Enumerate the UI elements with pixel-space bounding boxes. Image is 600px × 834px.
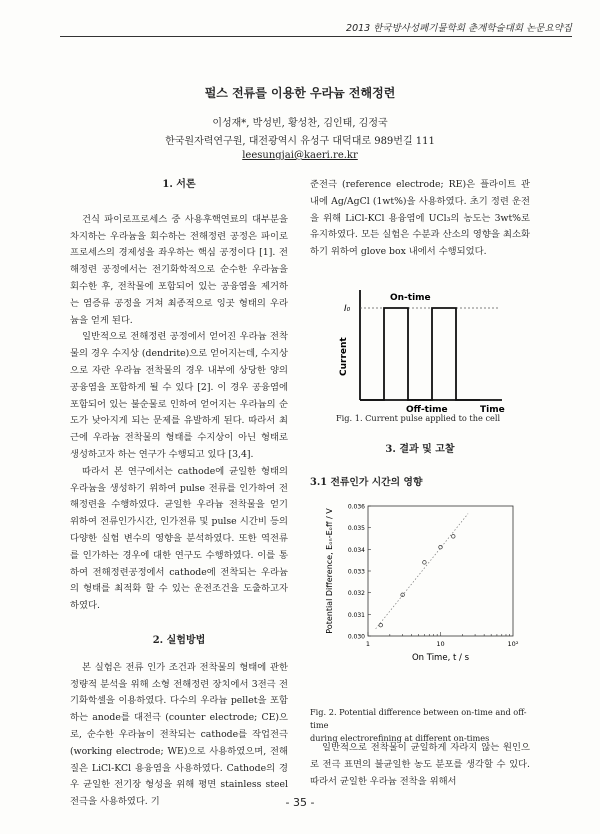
- fig1-i0-label: I₀: [344, 304, 351, 314]
- y-tick-label: 0.036: [347, 503, 365, 511]
- authors: 이성재*, 박성빈, 황성찬, 김인태, 김정국: [212, 118, 388, 129]
- fig1-off-time-label: Off-time: [406, 405, 448, 415]
- conference-header: 2013 한국방사성폐기물학회 춘계학술대회 논문요약집: [346, 23, 572, 34]
- x-tick-label: 10²: [507, 640, 519, 648]
- results-heading: 3. 결과 및 고찰: [385, 444, 455, 455]
- data-point: [379, 623, 383, 627]
- affiliation: 한국원자력연구원, 대전광역시 유성구 대덕대로 989번길 111: [165, 136, 435, 147]
- y-tick-label: 0.035: [347, 525, 365, 533]
- results-subheading: 3.1 전류인가 시간의 영향: [310, 477, 423, 488]
- y-tick-label: 0.033: [347, 568, 365, 576]
- intro-paragraph-1: 건식 파이로프로세스 중 사용후핵연료의 대부분을 차지하는 우라늄을 회수하는 전해정련 공정은 파이로프로세스의 경제성을 좌우하는 핵심 공정이다 [1]. 전해정련 공정에서는 전기화학적으로 순수한 우라늄을 회수한 후, 전착물에 포함되어 있는 공융염을 제거하는 염증류 공정을 거쳐 최종적으로 잉곳 형태의 우라늄을 얻게 된다.: [70, 213, 288, 326]
- figure-2-caption-line2: during electrorefining at different on-times: [310, 733, 490, 743]
- chart-frame: [368, 506, 513, 636]
- figure-2-chart: [318, 496, 528, 676]
- right-column-top: [310, 177, 530, 261]
- y-axis-ticks: [348, 504, 371, 641]
- figure-2-caption-line1: Fig. 2. Potential difference between on-time and off-time: [310, 707, 527, 730]
- results-paragraph: 일반적으로 전착물이 균일하게 자라지 않는 원인으로 전극 표면의 불균일한 농도 분포를 생각할 수 있다. 따라서 균일한 우라늄 전착을 위해서: [310, 742, 530, 787]
- data-point: [423, 561, 427, 565]
- email-link[interactable]: leesungjai@kaeri.re.kr: [242, 150, 358, 161]
- fig1-time-label: Time: [480, 405, 505, 415]
- x-axis-ticks: [366, 632, 519, 648]
- right-column-bottom: [310, 740, 530, 790]
- y-tick-label: 0.031: [347, 611, 365, 619]
- x-tick-label: 10: [436, 640, 445, 648]
- x-axis-label: On Time, t / s: [411, 653, 470, 663]
- header-rule: [60, 36, 572, 37]
- y-tick-label: 0.032: [347, 590, 365, 598]
- right-paragraph-1: 준전극 (reference electrode; RE)은 플라이트 관 내에 Ag/AgCl (1wt%)을 사용하였다. 초기 정련 운전을 위해 LiCl-KCl 용융염에 UCl₃의 농도는 3wt%로 유지하였다. 모든 실험은 수분과 산소의 영향을 최소화하기 위하여 glove box 내에서 수행되었다.: [310, 179, 530, 258]
- intro-paragraph-3: 따라서 본 연구에서는 cathode에 균일한 형태의 우라늄을 생성하기 위하여 pulse 전류를 인가하여 전해정련을 수행하였다. 균일한 우라늄 전착물을 얻기 위하여 전류인가시간, 인가전류 및 pulse 시간비 등의 다양한 실험 변수의 영향을 분석하였다. 또한 역전류를 인가하는 경우에 대한 연구도 수행하였다. 이를 통하여 전해정련공정에서 cathode에 전착되는 우라늄의 형태를 최적화 할 수 있는 운전조건을 도출하고자 하였다.: [70, 465, 288, 612]
- fig1-current-label: Current: [339, 337, 349, 376]
- intro-paragraph-2: 일반적으로 전해정련 공정에서 얻어진 우라늄 전착물의 경우 수지상 (dendrite)으로 얻어지는데, 수지상으로 자란 우라늄 전착물의 경우 내부에 상당한 양의 공융염을 포함하게 될 수 있다 [2]. 이 경우 공융염에 포함되어 있는 불순물로 인하여 얻어지는 우라늄의 순도가 낮아지게 되는 문제를 유발하게 된다. 따라서 최근에 우라늄 전착물의 형태를 수지상이 아닌 형태로 생성하고자 하는 연구가 수행되고 있다 [3,4].: [70, 331, 288, 460]
- intro-heading: 1. 서론: [162, 179, 196, 190]
- fig1-pulse-waveform: [360, 308, 480, 400]
- y-tick-label: 0.030: [347, 633, 365, 641]
- y-axis-label: Potential Difference, Eₒₙ-Eₒff / V: [325, 508, 334, 634]
- figure-1-pulse-diagram: [330, 288, 510, 415]
- left-column: [70, 177, 288, 811]
- trend-line: [376, 514, 468, 629]
- experiment-heading: 2. 실험방법: [152, 634, 206, 646]
- fig1-on-time-label: On-time: [390, 293, 431, 303]
- data-points: [379, 535, 455, 627]
- experiment-paragraph: 본 실험은 전류 인가 조건과 전착물의 형태에 관한 정량적 분석을 위해 소형 전해정련 장치에서 3전극 전기화학셀을 이용하였다. 다수의 우라늄 pellet을 포함하는 anode를 대전극 (counter electrode; CE)으로, 순수한 우라늄이 전착되는 cathode를 작업전극 (working electrode; WE)으로 사용하였으며, 전해질은 LiCl-KCl 용융염을 사용하였다. Cathode의 경우 균일한 전기장 형성을 위해 평면 stainless steel 전극을 사용하였다. 기: [70, 661, 288, 808]
- paper-title: 펄스 전류를 이용한 우라늄 전해정련: [204, 86, 396, 100]
- y-tick-label: 0.034: [347, 546, 365, 554]
- figure-1-caption: Fig. 1. Current pulse applied to the cell: [336, 413, 501, 423]
- page-number: - 35 -: [285, 796, 315, 809]
- data-point: [439, 545, 443, 549]
- x-tick-label: 1: [365, 640, 371, 648]
- data-point: [451, 535, 455, 539]
